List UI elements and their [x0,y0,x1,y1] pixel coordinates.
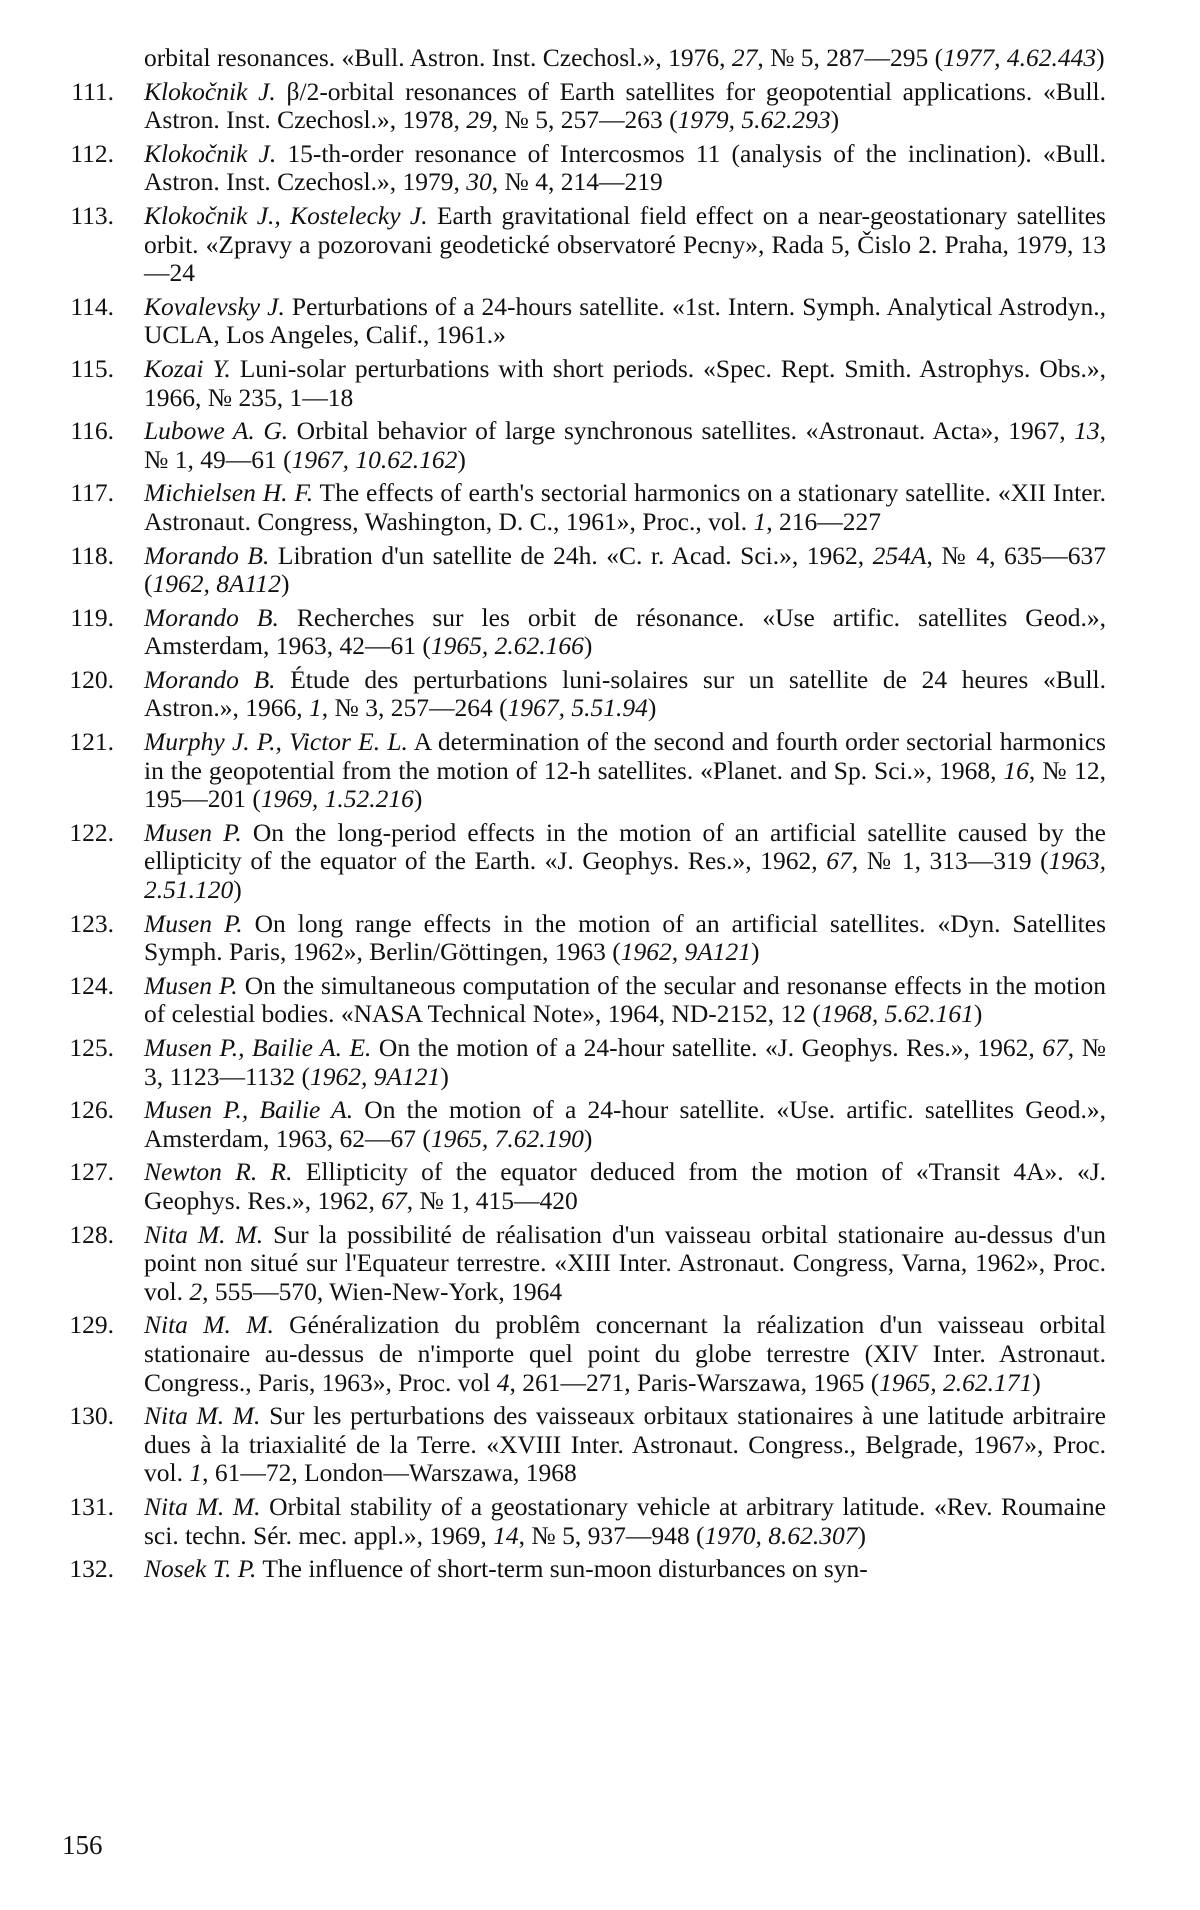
reference-text: ) [751,937,760,967]
reference-text: ) [1032,1367,1041,1397]
reference-number-text: 120. [69,664,114,694]
reference-italic: 1965, 7.62.190 [430,1123,584,1153]
reference-author: Kovalevsky J. [144,291,285,321]
reference-text: , № 3, 257—264 ( [321,693,508,723]
reference-entry [70,353,1107,412]
reference-number-text: 121. [69,727,114,757]
reference-italic: 1 [189,1458,203,1488]
reference-text: ) [583,1123,593,1153]
reference-text: ) [830,105,840,135]
reference-text: On long range effects in the motion of an artificial satellites. «Dyn. Satellites Symph. Paris, 1962», Berlin/Göttingen, 1963 ( [144,908,1107,967]
reference-text: Orbital stability of a geostationary vehicle at arbitrary latitude. «Rev. Roumaine sci. techn. Sér. mec. appl.», 1969, [144,1491,1106,1550]
reference-text: , 555—570, Wien-New-York, 1964 [202,1276,563,1306]
reference-author: Nita M. M. [144,1310,274,1340]
reference-entry [69,970,1106,1029]
reference-author: Michielsen H. F. [144,478,314,508]
reference-number-text: 126. [69,1095,114,1125]
reference-author: Klokočnik J., Kostelecky J. [144,200,428,230]
reference-italic: 16 [1003,755,1029,785]
reference-italic: 1 [753,506,767,536]
reference-number-text: 132. [69,1554,114,1584]
reference-number-text: 114. [70,291,114,321]
reference-entry [69,1219,1106,1307]
reference-entry [70,416,1106,474]
reference-entry [70,138,1106,197]
reference-entry [69,1033,1106,1091]
reference-number-text: 127. [69,1157,114,1187]
reference-number-text: 123. [69,908,114,938]
reference-italic: 1 [309,693,322,723]
reference-entry [70,200,1106,288]
reference-author: Newton R. R. [144,1157,293,1187]
reference-text: The influence of short-term sun-moon disturbances on syn- [256,1554,868,1584]
reference-italic: 2 [189,1276,203,1306]
reference-text: Sur les perturbations des vaisseaux orbitaux stationaires à une latitude arbitraire dues à la triaxialité de la Terre. «XVIII Inter. Astronaut. Congress., Belgrade, 1967», Proc. vol. [144,1401,1106,1488]
reference-entry [69,1554,1106,1584]
reference-text: On the long-period effects in the motion of an artificial satellite caused by the ellipticity of the equator of the Earth. «J. Geophys. Res.», 1962, [144,817,1106,876]
reference-text: , № 1, 313—319 ( [851,846,1049,876]
continuation-abstract-ref: 1977, 4.62.443 [943,43,1097,72]
reference-number-text: 119. [70,602,114,632]
reference-number-text: 128. [69,1219,114,1249]
reference-entry [69,1310,1106,1397]
reference-italic: 1979, 5.62.293 [677,105,831,135]
reference-text: Généralization du problêm concernant la réalization d'un vaisseau orbital stationaire au-dessus de n'importe quel point du globe terrestre (XIV Inter. Astronaut. Congress., Paris, 1963», Proc. vol [144,1310,1106,1397]
reference-text: The effects of earth's sectorial harmonics on a stationary satellite. «XII Inter. Astronaut. Congress, Washington, D. C., 1961», Proc., vol. [144,478,1106,536]
reference-entry [70,478,1106,536]
reference-text: Earth gravitational field effect on a near-geostationary satellites orbit. «Zpravy a pozorovani geodetické observatoré Pecny», Rada 5, Čislo 2. Praha, 1979, 13—24 [144,200,1106,288]
reference-number-text: 113. [70,200,114,230]
reference-italic: 67 [381,1185,407,1215]
reference-number-text: 115. [70,353,114,383]
reference-text: Sur la possibilité de réalisation d'un vaisseau orbital stationaire au-dessus d'un point non situé sur l'Equateur terrestre. «XIII Inter. Astronaut. Congress, Varna, 1962», Proc. vol. [144,1219,1106,1306]
reference-italic: 254A [872,540,927,570]
reference-text: Perturbations of a 24-hours satellite. «1st. Intern. Symph. Analytical Astrodyn., UCLA, Los Angeles, Calif., 1961.» [144,291,1106,350]
reference-author: Musen P. [144,817,242,847]
reference-italic: 4 [496,1367,510,1397]
reference-text: , 216—227 [766,506,881,536]
reference-text: Libration d'un satellite de 24h. «C. r. Acad. Sci.», 1962, [269,540,873,570]
reference-italic: 1969, 1.52.216 [260,784,414,814]
reference-author: Murphy J. P., Victor E. L. [144,727,408,757]
reference-author: Klokočnik J. [144,138,277,168]
reference-number-text: 124. [69,970,114,1000]
reference-entry [69,908,1107,967]
reference-entry [69,1095,1107,1153]
reference-italic: 1970, 8.62.307 [704,1520,858,1550]
reference-text: ) [280,569,290,599]
reference-list [69,43,1107,1589]
reference-italic: 67 [826,846,852,876]
reference-text: β/2-orbital resonances of Earth satellites for geopotential applications. «Bull. Astron. Inst. Czechosl.», 1978, [144,76,1107,135]
reference-text: Étude des perturbations luni-solaires sur un satellite de 24 heures «Bull. Astron.», 1966, [144,664,1106,723]
reference-author: Nita M. M. [144,1491,261,1521]
reference-text: , № 5, 937—948 ( [518,1520,705,1550]
reference-entry [70,540,1106,599]
reference-italic: 29 [466,105,492,135]
reference-author: Morando B. [144,602,279,632]
reference-text: On the motion of a 24-hour satellite. «Use. artific. satellites Geod.», Amsterdam, 1963, 62—67 ( [144,1095,1107,1153]
reference-entry [70,291,1106,350]
reference-text: , № 3, 1123—1132 ( [144,1033,1106,1091]
reference-entry [69,664,1106,723]
reference-entry [69,727,1106,814]
reference-author: Nosek T. P. [144,1554,257,1584]
reference-continuation [126,44,1106,73]
reference-number-text: 117. [70,478,114,508]
reference-author: Kozai Y. [144,353,231,383]
reference-number-text: 129. [69,1310,114,1340]
reference-text: , 261—271, Paris-Warszawa, 1965 ( [509,1367,880,1397]
reference-number-text: 118. [70,540,114,570]
reference-text: , 61—72, London—Warszawa, 1968 [202,1458,577,1488]
reference-italic: 1965, 2.62.166 [430,631,584,661]
reference-entry [69,1491,1106,1550]
reference-text: Recherches sur les orbit de résonance. «Use artific. satellites Geod.», Amsterdam, 1963, 42—61 ( [144,602,1106,661]
reference-author: Morando B. [144,540,270,570]
reference-author: Musen P., Bailie A. E. [144,1033,372,1062]
reference-number-text: 111. [71,76,114,106]
continuation-volume: 27 [731,43,758,72]
reference-italic: 1962, 8A112 [152,569,281,599]
reference-italic: 1967, 5.51.94 [507,693,648,723]
reference-text: On the motion of a 24-hour satellite. «J. Geophys. Res.», 1962, [371,1033,1043,1062]
continuation-text-end: ) [1096,43,1105,72]
reference-author: Musen P., Bailie A. [144,1095,354,1125]
reference-text: Luni-solar perturbations with short periods. «Spec. Rept. Smith. Astrophys. Obs.», 1966, № 235, 1—18 [144,353,1107,412]
reference-number-text: 116. [70,416,114,446]
reference-number-text: 112. [70,138,114,168]
reference-text: 15-th-order resonance of Intercosmos 11 (analysis of the inclination). «Bull. Astron. Inst. Czechosl.», 1979, [144,138,1106,197]
reference-italic: 1965, 2.62.171 [879,1367,1033,1397]
continuation-text-mid: , № 5, 287—295 ( [757,43,944,72]
page-number: 156 [62,1830,103,1860]
reference-number-text: 125. [69,1033,114,1062]
reference-text: ) [973,999,983,1029]
reference-text: ) [857,1520,866,1550]
reference-italic: 1968, 5.62.161 [820,999,974,1029]
reference-italic: 30 [466,167,492,197]
reference-italic: 13 [1074,416,1100,446]
reference-number-text: 131. [69,1491,114,1521]
reference-entry [70,602,1106,661]
reference-text: ) [413,784,423,814]
reference-text: , № 12, 195—201 ( [144,755,1106,814]
reference-italic: 1963, 2.51.120 [144,846,1106,905]
reference-author: Lubowe A. G. [144,416,289,446]
reference-entry [69,1157,1106,1215]
reference-author: Musen P. [144,970,238,1000]
reference-text: Orbital behavior of large synchronous satellites. «Astronaut. Acta», 1967, [288,416,1075,446]
reference-entry [69,1401,1106,1488]
reference-text: , № 4, 635—637 ( [144,540,1106,599]
reference-italic: 1962, 9A121 [309,1061,441,1091]
reference-author: Klokočnik J. [144,76,276,106]
reference-text: ) [457,444,466,474]
reference-text: ) [233,875,242,905]
reference-text: , № 1, 415—420 [406,1185,578,1215]
reference-text: , № 4, 214—219 [491,167,663,197]
reference-text: A determination of the second and fourth order sectorial harmonics in the geopotential from the motion of 12-h satellites. «Planet. and Sp. Sci.», 1968, [144,727,1106,785]
reference-author: Morando B. [144,664,276,694]
reference-italic: 1967, 10.62.162 [291,444,458,474]
reference-italic: 14 [493,1520,519,1550]
reference-text: Ellipticity of the equator deduced from the motion of «Transit 4A». «J. Geophys. Res.», 1962, [144,1157,1106,1215]
reference-text: ) [647,693,657,723]
reference-text: , № 5, 257—263 ( [491,105,678,135]
reference-text: ) [583,631,593,661]
reference-author: Nita M. M. [144,1401,261,1431]
reference-entry [71,76,1107,135]
reference-number-text: 130. [69,1401,114,1431]
reference-italic: 67 [1042,1033,1068,1062]
continuation-text: orbital resonances. «Bull. Astron. Inst. Czechosl.», 1976, [144,43,732,72]
reference-entry [69,817,1106,905]
reference-number-text: 122. [69,817,114,847]
reference-italic: 1962, 9A121 [620,937,752,967]
reference-author: Musen P. [144,908,243,938]
reference-text: On the simultaneous computation of the secular and resonanse effects in the motion of celestial bodies. «NASA Technical Note», 1964, ND-2152, 12 ( [144,970,1106,1029]
reference-text: ) [440,1061,449,1091]
reference-text: , № 1, 49—61 ( [144,416,1106,474]
reference-author: Nita M. M. [144,1219,264,1249]
